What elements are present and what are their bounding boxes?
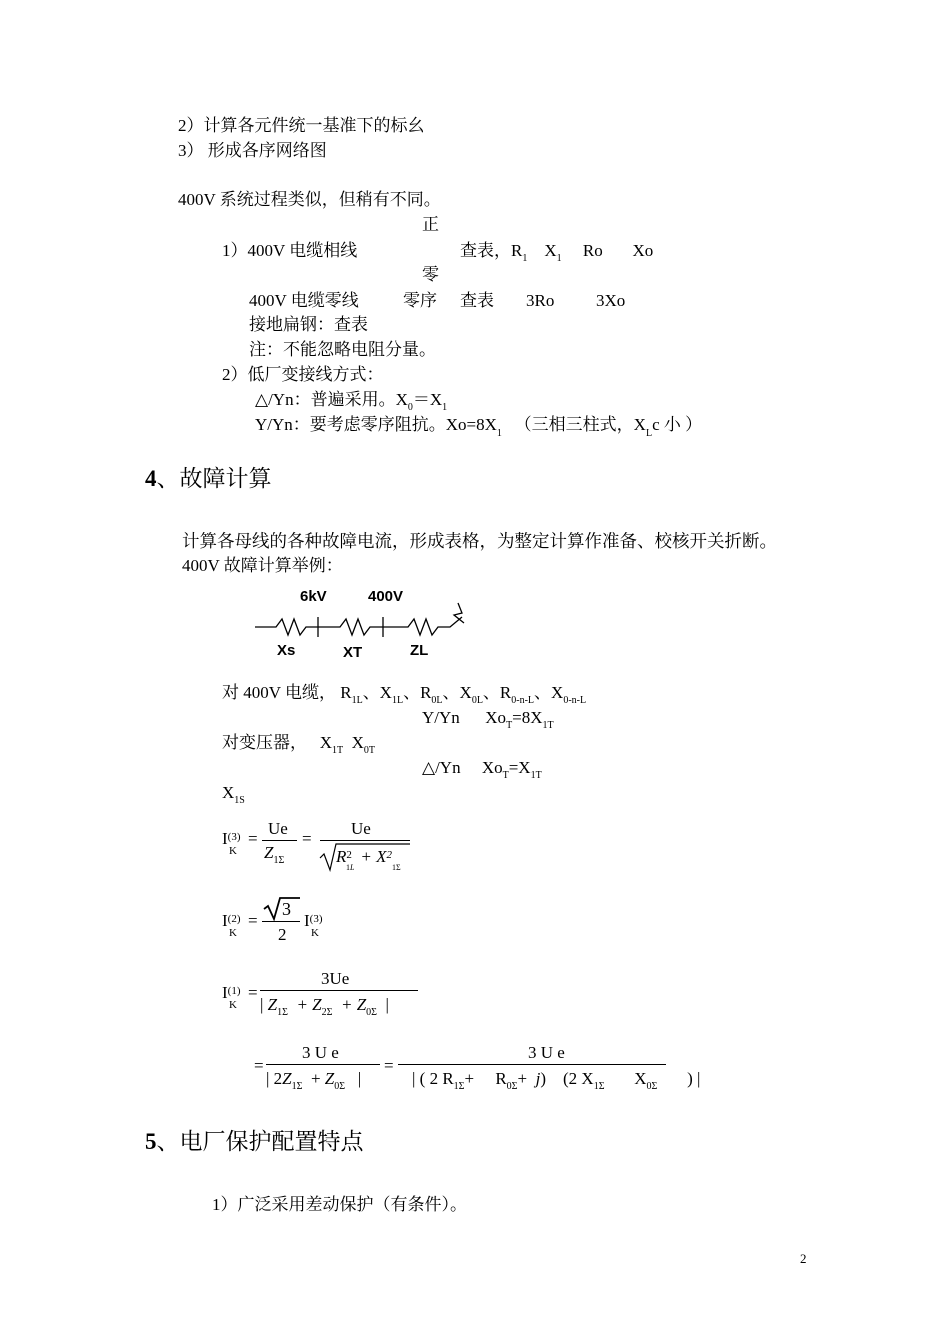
text-line: 2）低厂变接线方式： <box>222 365 384 384</box>
text-line: 2）计算各元件统一基准下的标幺 <box>178 116 425 135</box>
formula-sub: K <box>229 927 237 939</box>
formula-den: | ( 2 $R_{1\Sigma}+$ $R_{0\Sigma}+ j$) (2 $X_{1\Sigma}$ $X_{0\Sigma}$ ) | <box>412 1069 701 1092</box>
formula-sub: 1L <box>346 863 355 872</box>
text-line: 接地扁钢：查表 <box>249 315 368 334</box>
formula-eq: = <box>384 1056 394 1075</box>
formula-eq: = <box>248 983 258 1002</box>
formula-eq: = <box>302 829 312 848</box>
formula-eq: = <box>254 1056 264 1075</box>
text-line: 400V 系统过程类似，但稍有不同。 <box>178 190 441 209</box>
formula-lhs: $I^{(3)}$ <box>222 829 241 848</box>
text-line: 3） 形成各序网络图 <box>178 141 327 160</box>
formula-sub: 1Σ <box>392 863 401 872</box>
formula-num: 3 U e <box>528 1043 565 1062</box>
page-number: 2 <box>800 1251 807 1266</box>
formula-sub: K <box>229 999 237 1011</box>
formula-num: Ue <box>268 819 288 838</box>
formula-num: 3 U e <box>302 1043 339 1062</box>
formula-num: 3 <box>282 899 291 919</box>
equation-line: △/Yn $Xo_T=X_{1T}$ <box>422 758 542 781</box>
paragraph: 计算各母线的各种故障电流，形成表格，为整定计算作准备、校核开关折断。 <box>182 531 777 551</box>
formula-eq: = <box>248 911 258 930</box>
text-char: 正 <box>422 215 439 234</box>
equation-line: $X_{1S}$ <box>222 783 245 806</box>
formula-den: | $Z_{1\Sigma} + Z_{2\Sigma} + Z_{0\Sigma}$ | <box>260 995 389 1018</box>
text-line: 注：不能忽略电阻分量。 <box>249 340 436 359</box>
text-char: 零 <box>422 265 439 284</box>
formula-den: | $2Z_{1\Sigma} + Z_{0\Sigma}$ | <box>266 1069 362 1092</box>
paragraph: 400V 故障计算举例： <box>182 556 343 575</box>
formula-eq: = <box>248 829 258 848</box>
formula-num: Ue <box>351 819 371 838</box>
text-line: Y/Yn：要考虑零序阻抗。$Xo=8X_1$ （三相三柱式，$X_Lc$ 小 ） <box>255 415 703 439</box>
text-line: 零序 <box>403 291 437 310</box>
section-heading: 5、电厂保护配置特点 <box>145 1129 364 1154</box>
formula-lhs: $I^{(2)}$ <box>222 911 241 930</box>
equation-line: 对变压器， $X_{1T}$ $X_{0T}$ <box>222 733 376 756</box>
text-line: 3Xo <box>596 291 626 310</box>
formula-lhs: $I^{(1)}$ <box>222 983 241 1002</box>
formula-sub: K <box>311 927 319 939</box>
text-line: 400V 电缆零线 <box>249 291 359 310</box>
section-heading: 4、故障计算 <box>145 466 272 491</box>
text-line: △/Yn：普遍采用。$X_0=X_1$ <box>255 390 448 413</box>
text-line: 查表 <box>460 291 494 310</box>
formula-rhs: $I^{(3)}$ <box>304 911 323 930</box>
text-line: 1）400V 电缆相线 <box>222 241 358 260</box>
voltage-label: 6kV <box>300 588 327 605</box>
component-label: XT <box>343 644 363 661</box>
voltage-label: 400V <box>368 588 404 605</box>
formula-sub: K <box>229 845 237 857</box>
paragraph: 1）广泛采用差动保护（有条件）。 <box>212 1195 467 1214</box>
component-label: Xs <box>277 642 296 659</box>
formula-den: 2 <box>278 925 287 944</box>
equation-line: Y/Yn $Xo_T=8X_{1T}$ <box>422 708 554 731</box>
component-label: ZL <box>410 642 429 659</box>
equation-line: 对 400V 电缆， $R_{1L}$、$X_{1L}$、$R_{0L}$、$X_{0L}$、$R_{0-n-L}$、$X_{0-n-L}$ <box>222 683 587 706</box>
formula-den: $Z_{1\Sigma}$ <box>264 843 285 866</box>
formula-den: $R^2 + X^2$ <box>336 847 392 866</box>
text-line: 3Ro <box>526 291 555 310</box>
text-line: 查表，$R_1$ $X_1$ Ro Xo <box>460 241 654 264</box>
formula-num: 3Ue <box>321 969 350 988</box>
